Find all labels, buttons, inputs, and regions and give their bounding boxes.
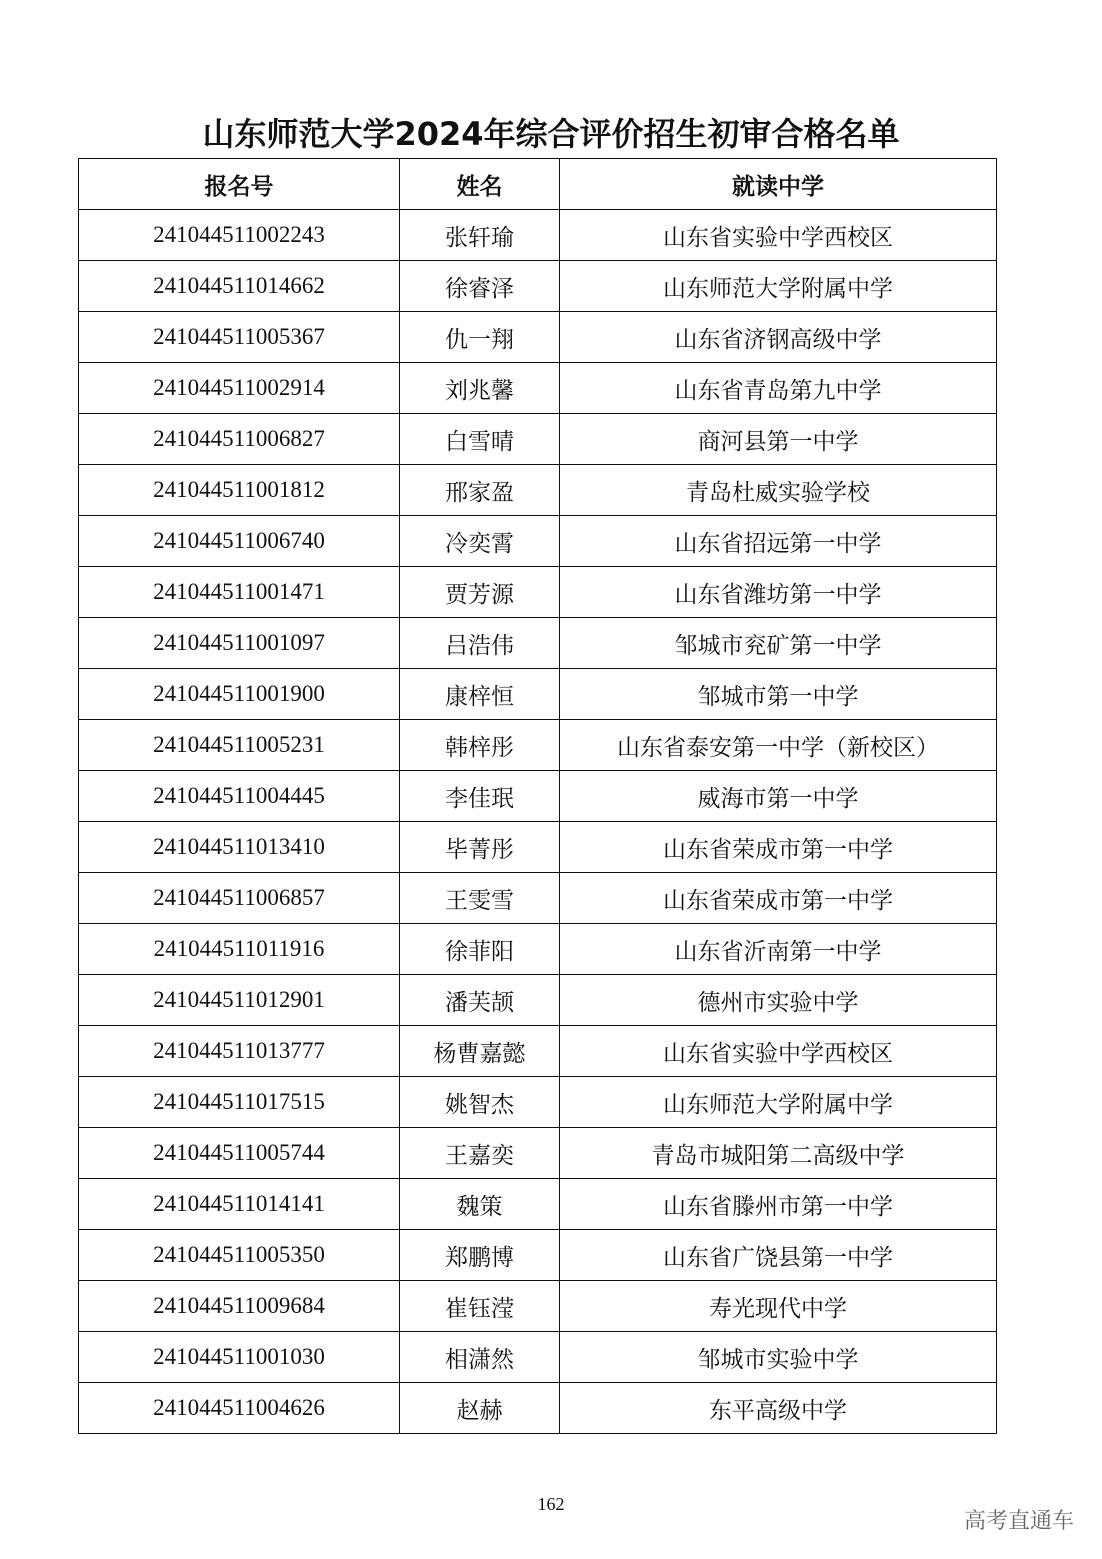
student-name-cell: 王嘉奕 [400, 1128, 560, 1179]
table-row [79, 1332, 997, 1383]
student-name-cell: 韩梓彤 [400, 720, 560, 771]
registration-number-cell: 241044511017515 [79, 1077, 400, 1128]
school-cell: 山东省泰安第一中学（新校区） [560, 720, 997, 771]
column-header-registration-number: 报名号 [79, 159, 400, 210]
student-name-cell: 赵赫 [400, 1383, 560, 1434]
registration-number-cell: 241044511005744 [79, 1128, 400, 1179]
school-cell: 商河县第一中学 [560, 414, 997, 465]
registration-number-cell: 241044511001900 [79, 669, 400, 720]
school-cell: 山东省实验中学西校区 [560, 210, 997, 261]
document-title: 山东师范大学2024年综合评价招生初审合格名单 [202, 115, 900, 153]
student-name-cell: 吕浩伟 [400, 618, 560, 669]
table-row [79, 1077, 997, 1128]
table-row [79, 567, 997, 618]
student-name-cell: 张轩瑜 [400, 210, 560, 261]
table-row [79, 1179, 997, 1230]
table-row [79, 414, 997, 465]
column-header-name: 姓名 [400, 159, 560, 210]
registration-number-cell: 241044511001097 [79, 618, 400, 669]
student-name-cell: 李佳珉 [400, 771, 560, 822]
table-row [79, 1383, 997, 1434]
registration-number-cell: 241044511013777 [79, 1026, 400, 1077]
registration-number-cell: 241044511011916 [79, 924, 400, 975]
school-cell: 青岛市城阳第二高级中学 [560, 1128, 997, 1179]
table-row [79, 210, 997, 261]
registration-number-cell: 241044511006740 [79, 516, 400, 567]
table-row [79, 261, 997, 312]
student-name-cell: 潘芙颉 [400, 975, 560, 1026]
table-row [79, 924, 997, 975]
registration-number-cell: 241044511005231 [79, 720, 400, 771]
student-name-cell: 徐睿泽 [400, 261, 560, 312]
table-body [79, 210, 997, 1434]
student-name-cell: 崔钰滢 [400, 1281, 560, 1332]
student-name-cell: 郑鹏博 [400, 1230, 560, 1281]
student-name-cell: 贾芳源 [400, 567, 560, 618]
table-row [79, 1026, 997, 1077]
registration-number-cell: 241044511006827 [79, 414, 400, 465]
school-cell: 山东省滕州市第一中学 [560, 1179, 997, 1230]
school-cell: 山东省实验中学西校区 [560, 1026, 997, 1077]
student-name-cell: 刘兆馨 [400, 363, 560, 414]
school-cell: 青岛杜威实验学校 [560, 465, 997, 516]
student-name-cell: 杨曹嘉懿 [400, 1026, 560, 1077]
table-row [79, 669, 997, 720]
page-number: 162 [537, 1494, 565, 1514]
student-name-cell: 白雪晴 [400, 414, 560, 465]
school-cell: 山东省济钢高级中学 [560, 312, 997, 363]
school-cell: 山东省广饶县第一中学 [560, 1230, 997, 1281]
student-name-cell: 姚智杰 [400, 1077, 560, 1128]
table-row [79, 1128, 997, 1179]
registration-number-cell: 241044511014662 [79, 261, 400, 312]
table-row [79, 1230, 997, 1281]
school-cell: 山东省沂南第一中学 [560, 924, 997, 975]
table-row [79, 822, 997, 873]
student-name-cell: 仇一翔 [400, 312, 560, 363]
school-cell: 山东省荣成市第一中学 [560, 873, 997, 924]
admission-list-table [78, 158, 997, 1434]
registration-number-cell: 241044511005350 [79, 1230, 400, 1281]
table-row [79, 312, 997, 363]
table-row [79, 873, 997, 924]
table-row [79, 363, 997, 414]
school-cell: 邹城市实验中学 [560, 1332, 997, 1383]
registration-number-cell: 241044511014141 [79, 1179, 400, 1230]
student-name-cell: 徐菲阳 [400, 924, 560, 975]
registration-number-cell: 241044511002243 [79, 210, 400, 261]
student-name-cell: 王雯雪 [400, 873, 560, 924]
school-cell: 山东省潍坊第一中学 [560, 567, 997, 618]
student-name-cell: 冷奕霄 [400, 516, 560, 567]
registration-number-cell: 241044511004445 [79, 771, 400, 822]
school-cell: 寿光现代中学 [560, 1281, 997, 1332]
registration-number-cell: 241044511013410 [79, 822, 400, 873]
registration-number-cell: 241044511005367 [79, 312, 400, 363]
registration-number-cell: 241044511009684 [79, 1281, 400, 1332]
column-header-school: 就读中学 [560, 159, 997, 210]
registration-number-cell: 241044511004626 [79, 1383, 400, 1434]
school-cell: 威海市第一中学 [560, 771, 997, 822]
student-name-cell: 邢家盈 [400, 465, 560, 516]
table-row [79, 975, 997, 1026]
school-cell: 山东省青岛第九中学 [560, 363, 997, 414]
school-cell: 山东师范大学附属中学 [560, 1077, 997, 1128]
school-cell: 邹城市兖矿第一中学 [560, 618, 997, 669]
table-row [79, 618, 997, 669]
student-name-cell: 相潇然 [400, 1332, 560, 1383]
student-name-cell: 毕菁彤 [400, 822, 560, 873]
watermark-text: 高考直通车 [963, 1509, 1074, 1534]
table-row [79, 720, 997, 771]
school-cell: 山东省荣成市第一中学 [560, 822, 997, 873]
table-row [79, 771, 997, 822]
registration-number-cell: 241044511001030 [79, 1332, 400, 1383]
registration-number-cell: 241044511001471 [79, 567, 400, 618]
school-cell: 山东省招远第一中学 [560, 516, 997, 567]
registration-number-cell: 241044511002914 [79, 363, 400, 414]
student-name-cell: 康梓恒 [400, 669, 560, 720]
school-cell: 东平高级中学 [560, 1383, 997, 1434]
table-row [79, 1281, 997, 1332]
registration-number-cell: 241044511012901 [79, 975, 400, 1026]
table-header [79, 159, 997, 210]
table-row [79, 516, 997, 567]
table-row [79, 465, 997, 516]
school-cell: 德州市实验中学 [560, 975, 997, 1026]
registration-number-cell: 241044511001812 [79, 465, 400, 516]
header-row [79, 159, 997, 210]
student-name-cell: 魏策 [400, 1179, 560, 1230]
school-cell: 山东师范大学附属中学 [560, 261, 997, 312]
school-cell: 邹城市第一中学 [560, 669, 997, 720]
registration-number-cell: 241044511006857 [79, 873, 400, 924]
